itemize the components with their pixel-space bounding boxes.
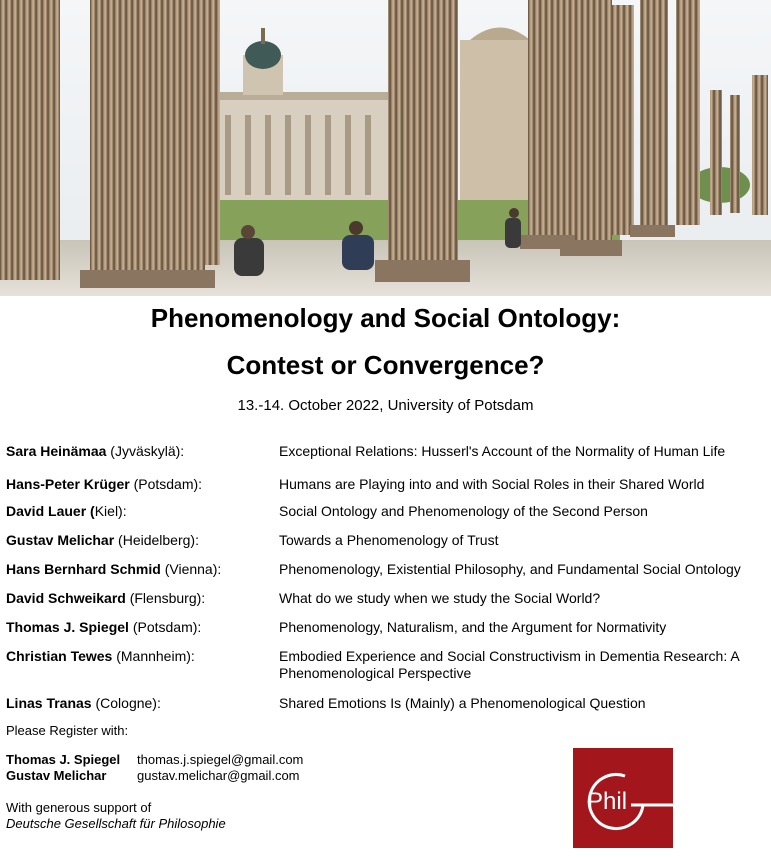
speaker-affiliation: (Cologne):	[91, 695, 161, 711]
talk-title: What do we study when we study the Social World?	[279, 590, 601, 606]
contact-row	[6, 768, 303, 784]
speaker-affiliation: (Mannheim):	[112, 648, 195, 664]
registration-label: Please Register with:	[6, 723, 129, 738]
contact-name: Gustav Melichar	[6, 768, 107, 783]
contact-email[interactable]: gustav.melichar@gmail.com	[137, 768, 300, 783]
speaker-name: David Lauer (	[6, 503, 95, 519]
speaker-name: Sara Heinämaa	[6, 443, 107, 459]
talk-title: Social Ontology and Phenomenology of the Second Person	[279, 503, 648, 519]
registration-contacts	[6, 752, 303, 784]
phil-logo	[573, 748, 673, 848]
speaker	[6, 648, 271, 665]
talk-title: Towards a Phenomenology of Trust	[279, 532, 499, 548]
logo-text: Phil	[587, 788, 628, 815]
speaker-name: Hans-Peter Krüger	[6, 476, 130, 492]
talk-title: Phenomenology, Existential Philosophy, and Fundamental Social Ontology	[279, 561, 741, 577]
speaker-affiliation: (Jyväskylä):	[106, 443, 185, 459]
talk-title: Phenomenology, Naturalism, and the Argument for Normativity	[279, 619, 667, 635]
speaker-affiliation: (Potsdam):	[129, 476, 203, 492]
speaker	[6, 532, 271, 549]
event-title-line1: Phenomenology and Social Ontology:	[150, 303, 621, 333]
support-note	[6, 800, 226, 832]
speaker-name: Linas Tranas	[6, 695, 92, 711]
speaker-affiliation: (Flensburg):	[125, 590, 206, 606]
speaker-name: David Schweikard	[6, 590, 126, 606]
speaker	[6, 561, 271, 578]
support-organization: Deutsche Gesellschaft für Philosophie	[6, 816, 226, 831]
speaker-affiliation: (Heidelberg):	[114, 532, 199, 548]
speaker-affiliation: Kiel):	[94, 503, 127, 519]
contact-email[interactable]: thomas.j.spiegel@gmail.com	[137, 752, 304, 767]
speaker-name: Hans Bernhard Schmid	[6, 561, 161, 577]
talk-title: Exceptional Relations: Husserl's Account of the Normality of Human Life	[279, 443, 726, 459]
speaker	[6, 619, 271, 636]
event-date-location: 13.-14. October 2022, University of Potsdam	[237, 397, 534, 414]
speaker-name: Gustav Melichar	[6, 532, 115, 548]
contact-name: Thomas J. Spiegel	[6, 752, 121, 767]
speaker-name: Thomas J. Spiegel	[6, 619, 129, 635]
speaker-affiliation: (Potsdam):	[128, 619, 202, 635]
speaker-name: Christian Tewes	[6, 648, 113, 664]
speaker	[6, 476, 271, 493]
speaker	[6, 695, 271, 712]
contact-row	[6, 752, 303, 768]
event-title-line2: Contest or Convergence?	[226, 350, 545, 380]
speaker-affiliation: (Vienna):	[160, 561, 222, 577]
speaker	[6, 503, 271, 520]
speaker	[6, 590, 271, 607]
support-label: With generous support of	[6, 800, 152, 815]
hero-photo	[0, 0, 771, 296]
speaker	[6, 443, 271, 460]
talk-title: Embodied Experience and Social Constructivism in Dementia Research: A Phenomenological Perspective	[279, 648, 739, 681]
talk-title: Humans are Playing into and with Social Roles in their Shared World	[279, 476, 705, 492]
talk-title: Shared Emotions Is (Mainly) a Phenomenological Question	[279, 695, 646, 711]
